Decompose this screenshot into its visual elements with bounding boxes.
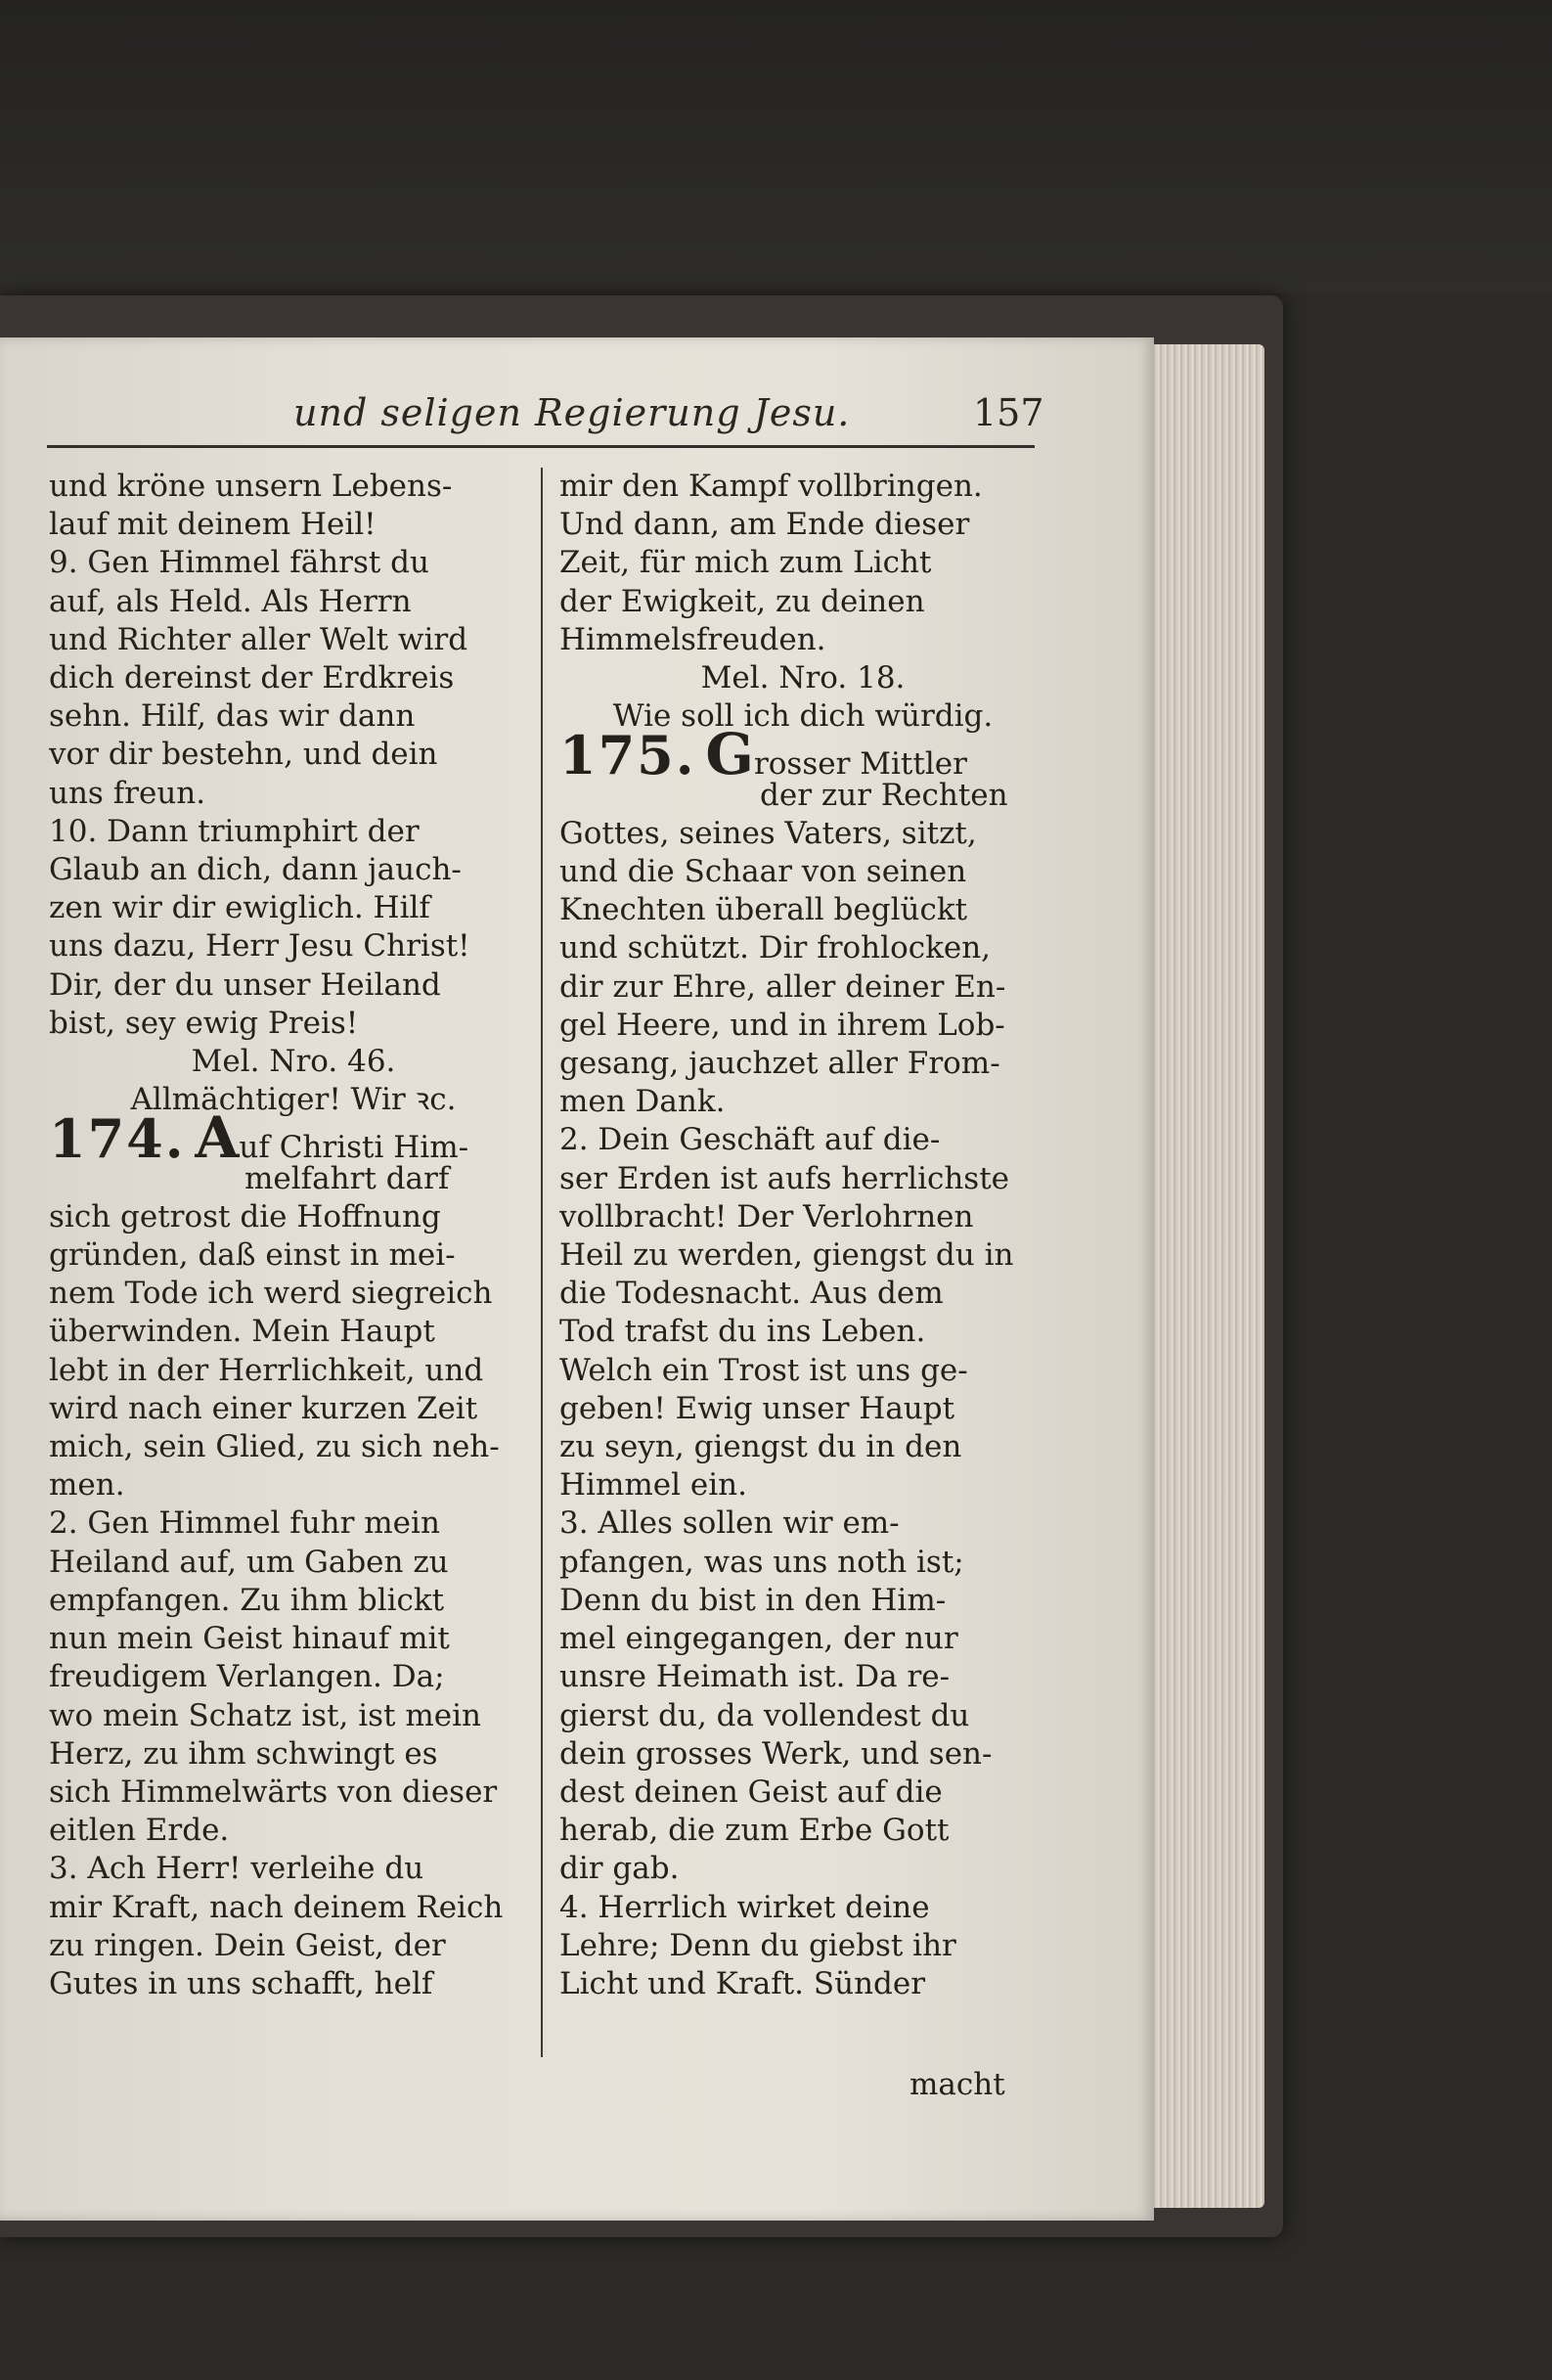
text-line: gesang, jauchzet aller From-	[559, 1046, 1000, 1082]
text-line: überwinden. Mein Haupt	[49, 1314, 435, 1350]
text-line: Gutes in uns schafft, helf	[49, 1965, 433, 2001]
text-line: 9. Gen Himmel fährst du	[49, 545, 429, 581]
text-line: dich dereinst der Erdkreis	[49, 660, 455, 696]
text-line: und schützt. Dir frohlocken,	[559, 930, 992, 966]
text-line: men.	[49, 1467, 125, 1504]
dropcap: G	[705, 721, 754, 788]
text-line: sehn. Hilf, das wir dann	[49, 698, 416, 735]
text-line: Herz, zu ihm schwingt es	[49, 1735, 438, 1772]
text-line: 10. Dann triumphirt der	[49, 813, 420, 849]
left-intro-lines	[49, 468, 538, 1043]
text-line: pfangen, was uns noth ist;	[559, 1544, 964, 1580]
text-line: Lehre; Denn du giebst ihr	[559, 1927, 956, 1963]
text-line: Gottes, seines Vaters, sitzt,	[559, 815, 977, 851]
dropcap: A	[195, 1104, 240, 1172]
text-line: auf, als Held. Als Herrn	[49, 583, 412, 619]
left-column	[49, 468, 538, 2003]
text-line: die Todesnacht. Aus dem	[559, 1276, 944, 1312]
text-line: gierst du, da vollendest du	[559, 1697, 970, 1733]
text-line: dest deinen Geist auf die	[559, 1774, 943, 1810]
text-line: bist, sey ewig Preis!	[49, 1005, 359, 1041]
text-line: freudigem Verlangen. Da;	[49, 1659, 445, 1695]
text-line: 2. Dein Geschäft auf die-	[559, 1122, 941, 1158]
text-line: geben! Ewig unser Haupt	[559, 1390, 955, 1426]
catchword: macht	[909, 2067, 1005, 2102]
text-line: nun mein Geist hinauf mit	[49, 1621, 450, 1657]
text-line: men Dank.	[559, 1084, 726, 1120]
text-line: Tod trafst du ins Leben.	[559, 1314, 926, 1350]
text-line: Glaub an dich, dann jauch-	[49, 852, 462, 888]
text-line: Und dann, am Ende dieser	[559, 507, 970, 543]
text-line: 4. Herrlich wirket deine	[559, 1889, 930, 1925]
text-line: vor dir bestehn, und dein	[49, 737, 438, 773]
melody-reference: Mel. Nro. 18.	[700, 660, 906, 696]
text-line: gel Heere, und in ihrem Lob-	[559, 1007, 1005, 1043]
text-line: wo mein Schatz ist, ist mein	[49, 1697, 481, 1733]
hymn-first-line: rosser Mittler	[753, 746, 967, 783]
hymn-first-line: uf Christi Him-	[239, 1130, 469, 1166]
melody-title: Allmächtiger! Wir ꝛc.	[130, 1082, 457, 1118]
text-line: 3. Ach Herr! verleihe du	[49, 1851, 424, 1887]
text-line: der Ewigkeit, zu deinen	[559, 583, 925, 619]
text-line: wird nach einer kurzen Zeit	[49, 1390, 478, 1426]
melody-reference: Mel. Nro. 46.	[191, 1044, 396, 1080]
text-line: gründen, daß einst in mei-	[49, 1237, 456, 1274]
hymn-second-line: melfahrt darf	[244, 1160, 450, 1196]
text-line: lauf mit deinem Heil!	[49, 507, 377, 543]
text-line: empfangen. Zu ihm blickt	[49, 1582, 445, 1618]
text-line: Dir, der du unser Heiland	[49, 966, 441, 1003]
text-line: Licht und Kraft. Sünder	[559, 1965, 926, 2001]
text-line: sich getrost die Hoffnung	[49, 1198, 441, 1235]
text-line: 3. Alles sollen wir em-	[559, 1505, 900, 1542]
running-title: und seligen Regierung Jesu.	[293, 391, 851, 434]
text-line: Himmelsfreuden.	[559, 621, 826, 657]
text-line: Himmel ein.	[559, 1467, 747, 1504]
text-line: uns freun.	[49, 775, 206, 811]
text-line: 2. Gen Himmel fuhr mein	[49, 1505, 440, 1542]
text-line: zu seyn, giengst du in den	[559, 1429, 962, 1465]
text-line: vollbracht! Der Verlohrnen	[559, 1198, 974, 1235]
text-line: uns dazu, Herr Jesu Christ!	[49, 928, 470, 965]
text-line: mir den Kampf vollbringen.	[559, 469, 983, 504]
header-rule	[47, 445, 1035, 448]
text-line: nem Tode ich werd siegreich	[49, 1276, 493, 1312]
text-line: dir zur Ehre, aller deiner En-	[559, 968, 1006, 1005]
text-line: herab, die zum Erbe Gott	[559, 1813, 950, 1849]
hymn-174-text	[49, 1198, 538, 2003]
text-line: und die Schaar von seinen	[559, 854, 967, 890]
hymn-second-line: der zur Rechten	[760, 777, 1008, 813]
right-intro-lines	[559, 468, 1046, 659]
right-column	[559, 468, 1046, 2003]
text-line: zu ringen. Dein Geist, der	[49, 1927, 446, 1963]
text-line: Heiland auf, um Gaben zu	[49, 1544, 449, 1580]
text-line: dir gab.	[559, 1851, 680, 1887]
text-line: und Richter aller Welt wird	[49, 621, 468, 657]
page-number: 157	[973, 391, 1044, 434]
text-line: dein grosses Werk, und sen-	[559, 1735, 993, 1772]
text-line: unsre Heimath ist. Da re-	[559, 1659, 951, 1695]
hymn-number: 174.	[49, 1107, 186, 1171]
text-line: Denn du bist in den Him-	[559, 1582, 947, 1618]
text-line: und kröne unsern Lebens-	[49, 469, 453, 504]
text-line: lebt in der Herrlichkeit, und	[49, 1352, 484, 1388]
column-divider	[541, 468, 543, 2057]
hymn-175-text	[559, 815, 1046, 2003]
page-edges	[1149, 344, 1264, 2208]
dark-backdrop	[0, 0, 1552, 293]
text-line: Heil zu werden, giengst du in	[559, 1237, 1014, 1274]
text-line: mir Kraft, nach deinem Reich	[49, 1889, 504, 1925]
text-line: Knechten überall beglückt	[559, 892, 968, 928]
text-line: Welch ein Trost ist uns ge-	[559, 1352, 968, 1388]
text-line: ser Erden ist aufs herrlichste	[559, 1160, 1010, 1196]
text-line: mel eingegangen, der nur	[559, 1621, 958, 1657]
text-line: zen wir dir ewiglich. Hilf	[49, 890, 430, 926]
text-line: sich Himmelwärts von dieser	[49, 1774, 498, 1810]
hymn-number: 175.	[559, 724, 696, 787]
text-line: eitlen Erde.	[49, 1813, 230, 1849]
text-line: Zeit, für mich zum Licht	[559, 545, 932, 581]
melody-title: Wie soll ich dich würdig.	[612, 698, 994, 735]
text-line: mich, sein Glied, zu sich neh-	[49, 1429, 500, 1465]
